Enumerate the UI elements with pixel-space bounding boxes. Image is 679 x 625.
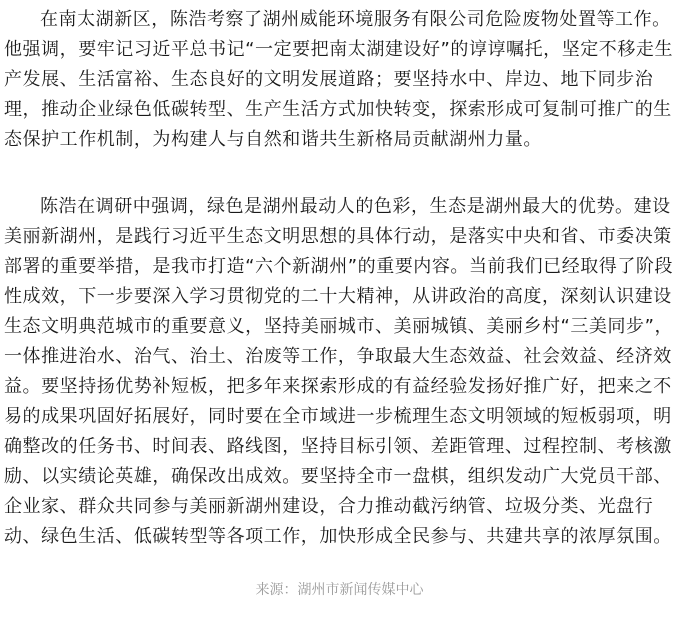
text-line: 确整改的任务书、时间表、路线图，坚持目标引领、差距管理、过程控制、考核激 <box>4 436 672 457</box>
text-line: 励、以实绩论英雄，确保改出成效。要坚持全市一盘棋，组织发动广大党员干部、 <box>4 466 672 487</box>
text-line: 性成效，下一步要深入学习贯彻党的二十大精神，从讲政治的高度，深刻认识建设 <box>4 286 672 307</box>
text-line: 易的成果巩固好拓展好，同时要在全市域进一步梳理生态文明领域的短板弱项，明 <box>4 406 672 427</box>
text-line: 企业家、群众共同参与美丽新湖州建设，合力推动截污纳管、垃圾分类、光盘行 <box>4 496 654 517</box>
text-line: 产发展、生活富裕、生态良好的文明发展道路；要坚持水中、岸边、地下同步治 <box>4 69 654 90</box>
text-line: 陈浩在调研中强调，绿色是湖州最动人的色彩，生态是湖州最大的优势。建设 <box>40 196 671 217</box>
text-line: 态保护工作机制，为构建人与自然和谐共生新格局贡献湖州力量。 <box>4 129 542 150</box>
text-line: 生态文明典范城市的重要意义，坚持美丽城市、美丽城镇、美丽乡村“三美同步”， <box>4 316 673 337</box>
text-line: 美丽新湖州，是践行习近平生态文明思想的具体行动，是落实中央和省、市委决策 <box>4 226 672 247</box>
source-credit: 来源：湖州市新闻传媒中心 <box>255 582 424 598</box>
text-line: 部署的重要举措，是我市打造“六个新湖州”的重要内容。当前我们已经取得了阶段 <box>4 256 673 277</box>
paragraph-inspection <box>0 5 679 155</box>
text-line: 动、绿色生活、低碳转型等各项工作，加快形成全民参与、共建共享的浓厚氛围。 <box>4 526 672 547</box>
paragraph-emphasis <box>0 192 679 552</box>
text-line: 益。要坚持扬优势补短板，把多年来探索形成的有益经验发扬好推广好，把来之不 <box>4 376 672 397</box>
text-line: 他强调，要牢记习近平总书记“一定要把南太湖建设好”的谆谆嘱托，坚定不移走生 <box>4 39 673 60</box>
text-line: 一体推进治水、治气、治土、治废等工作，争取最大生态效益、社会效益、经济效 <box>4 346 672 367</box>
text-line: 理，推动企业绿色低碳转型、生产生活方式加快转变，探索形成可复制可推广的生 <box>4 99 672 120</box>
text-line: 在南太湖新区，陈浩考察了湖州威能环境服务有限公司危险废物处置等工作。 <box>40 9 671 30</box>
